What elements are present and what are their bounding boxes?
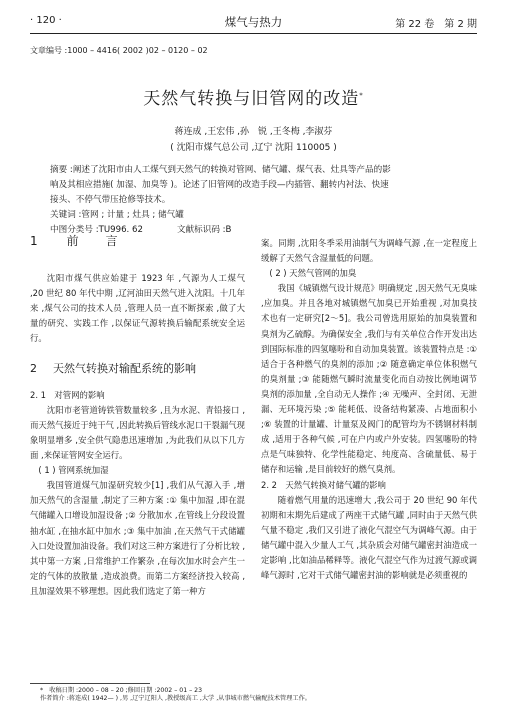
paragraph: 随着燃气用量的迅速增大 ,我公司于 20 世纪 90 年代初期和末期先后建成了两座干式储气罐 ,同时由于天然气供气量不稳定 ,我们又引进了液化气混空气为调峰气源。由于储气罐中混入少量人工气 ,其杂质会对储气罐密封油造成一定影响 ,比如油品稀释等。液化气混空气作为过渡气源或调峰气源时 ,它对干式储气罐密封油的影响就是必须重视的 xyxy=(261,494,477,581)
abstract-block xyxy=(50,163,470,238)
subsection-heading: 2. 1 对管网的影响 xyxy=(30,389,105,400)
title-footnote-mark: * xyxy=(359,91,364,100)
section-heading-1 xyxy=(30,234,245,249)
author-list: 蒋连成 ,王宏伟 ,孙 锐 ,王冬梅 ,李淑芬 xyxy=(174,127,333,137)
document-code: 文献标识码 :B xyxy=(176,225,232,235)
affiliation: ( 沈阳市煤气总公司 ,辽宁 沈阳 110005 ) xyxy=(170,143,337,153)
right-column xyxy=(261,236,477,583)
section-title: 前 言 xyxy=(66,234,119,248)
clc-number: 中图分类号 :TU996. 62 xyxy=(50,225,143,235)
section-title: 天然气转换对输配系统的影响 xyxy=(53,361,196,375)
received-date: * 收稿日期 :2000 – 08 – 20 ;修回日期 :2002 – 01 – 23 xyxy=(40,687,203,694)
sub-subsection-heading: ( 2 ) 天然气管网的加臭 xyxy=(269,268,357,279)
section-heading-2 xyxy=(30,361,245,376)
left-column xyxy=(30,232,245,599)
abstract-line: 响及其相应措施( 加湿、加臭等 )。论述了旧管网的改造手段—内插管、翻转内衬法、快速 xyxy=(50,180,389,190)
section-number: 1 xyxy=(30,234,39,248)
sub-subsection-heading: ( 1 ) 管网系统加湿 xyxy=(38,465,109,476)
abstract-line: 摘要 :阐述了沈阳市由人工煤气到天然气的转换对管网、储气罐、煤气表、灶具等产品的影 xyxy=(50,165,391,175)
running-header xyxy=(30,14,477,30)
paragraph: 沈阳市老管道铸铁管数量较多 ,且为水泥、青铅接口 ,而天然气接近于纯干气 ,因此转换后管线水泥口干裂漏气现象明显增多 ,安全供气隐患迅速增加 ,为此我们从以下几方面 ,来保证管网安全运行。 xyxy=(30,404,245,461)
keywords: 关键词 :管网 ; 计量 ; 灶具 ; 储气罐 xyxy=(50,210,184,220)
paragraph: 案。同期 ,沈阳冬季采用油制气为调峰气源 ,在一定程度上缓解了天然气含湿量低的问题。 xyxy=(261,238,477,264)
subsection-heading: 2. 2 天然气转换对储气罐的影响 xyxy=(261,479,386,490)
header-rule xyxy=(30,33,477,34)
abstract-line: 接头、不停气带压抢修等技术。 xyxy=(50,195,171,205)
paragraph: 我国《城镇燃气设计规范》明确规定 ,因天然气无臭味 ,应加臭。并且各地对城镇燃气加臭已开始重视 ,对加臭技术也有一定研究[2～5]。我公司曾选用原始的加臭装置和臭剂为乙硫醇。为确保安全 ,我们与有关单位合作开发出达到国际标准的四氢噻吩和自动加臭装置。该装置特点是 :① 适合于各种燃气的臭剂的添加 ;② 随意确定单位体积燃气的臭剂量 ;③ 能随燃气瞬时流量变化而自动按比例地调节臭剂的添加量 ,全自动无人操作 ;④ 无噪声、全封闭、无泄漏、无环境污染 ;⑤ 能耗低、设备结构紧凑、占地面积小 ;⑥ 装置的计量罐、计量泵及阀门的配管均为不锈钢材料制成 ,适用于各种气候 ,可在户内或户外安装。四氢噻吩的特点是气味独特、化学性能稳定、纯度高、含硫量低、易于储存和运输 ,是目前较好的燃气臭剂。 xyxy=(261,283,477,475)
footnote-rule xyxy=(30,683,150,684)
footnote xyxy=(40,687,311,703)
section-number: 2 xyxy=(30,361,37,375)
volume-issue: 第 22 卷 第 2 期 xyxy=(395,19,477,30)
title-text: 天然气转换与旧管网的改造 xyxy=(143,89,360,109)
article-number: 文章编号 :1000 – 4416( 2002 )02 – 0120 – 02 xyxy=(30,46,208,55)
paragraph: 我国管道煤气加湿研究较少[1] ,我们从气源入手 ,增加天然气的含湿量 ,制定了三种方案 :① 集中加湿 ,即在混气储罐入口增设加湿设备 ;② 分散加水 ,在管线上分段设置抽水缸 ,在抽水缸中加水 ;③ 集中加油 ,在天然气干式储罐入口处设置加油设备。我们对这三种方案进行了分析比较 ,其中第一方案 ,日常维护工作繁杂 ,在每次加水时会产生一定的气体的放散量 ,造成浪费。而第二方案经济投入较高 ,且加湿效果不够理想。因此我们选定了第一种方 xyxy=(30,480,245,596)
journal-name: 煤气与热力 xyxy=(224,15,283,29)
author-bio: 作者简介 :蒋连成( 1942— ) ,男 ,辽宁辽阳人 ,教授级高工 ,大学 ,从事城市燃气输配技术管理工作。 xyxy=(40,695,311,702)
page-number: · 120 · xyxy=(30,15,62,26)
paper-title xyxy=(30,84,477,109)
paragraph: 沈阳市煤气供应始建于 1923 年 ,气源为人工煤气 ,20 世纪 80 年代中期 ,辽河油田天然气进入沈阳。十几年来 ,煤气公司的技术人员 ,管理人员一直不断探索 ,做了大量的研究、实践工作 ,以保证气源转换后输配系统安全运行。 xyxy=(30,273,245,344)
